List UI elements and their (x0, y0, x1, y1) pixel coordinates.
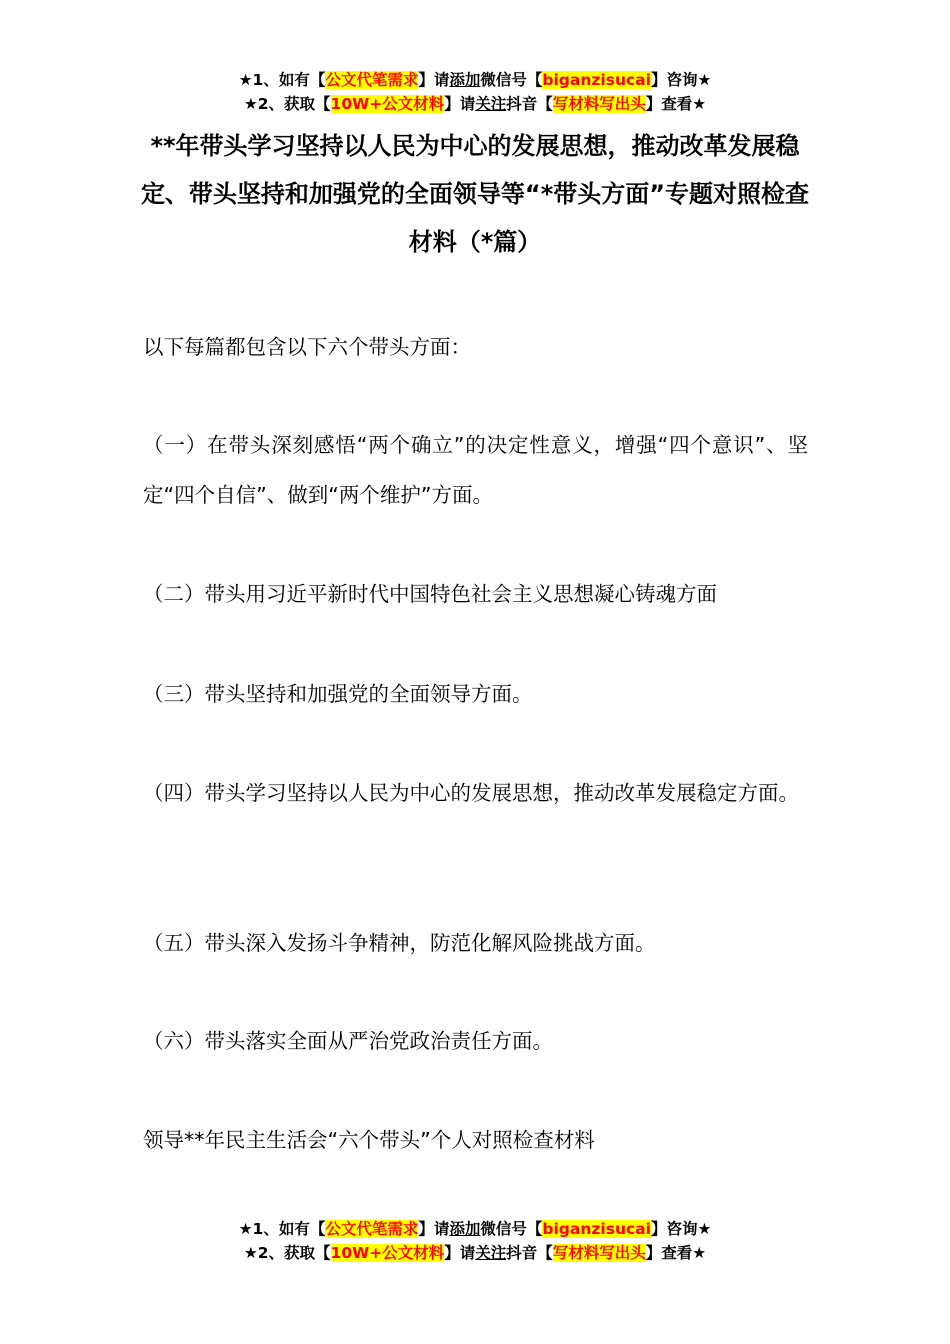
banner-text: ★2、获取【 (243, 95, 331, 113)
banner-line-1 (0, 68, 950, 92)
item-2: （二）带头用习近平新时代中国特色社会主义思想凝心铸魂方面 (143, 582, 717, 606)
banner-text: 抖音【 (506, 95, 553, 113)
bottom-banner (0, 1217, 950, 1265)
tail-paragraph: 领导**年民主生活会“六个带头”个人对照检查材料 (143, 1128, 595, 1152)
banner-text: ★1、如有【 (238, 71, 326, 89)
banner-underline: 添加 (449, 71, 481, 89)
item-5: （五）带头深入发扬斗争精神，防范化解风险挑战方面。 (143, 931, 656, 955)
banner-highlight: 10W+公文材料 (330, 95, 445, 113)
banner-underline: 关注 (475, 95, 507, 113)
banner-underline: 添加 (449, 1220, 481, 1238)
banner-text: 】咨询★ (650, 1220, 712, 1238)
item-1: （一）在带头深刻感悟“两个确立”的决定性意义，增强“四个意识”、坚定“四个自信”、做到“两个维护”方面。 (143, 433, 808, 507)
banner-text: 】查看★ (645, 1244, 707, 1262)
banner-highlight: 写材料写出头 (552, 1244, 646, 1262)
item-4: （四）带头学习坚持以人民为中心的发展思想，推动改革发展稳定方面。 (143, 781, 799, 805)
banner-text: 微信号【 (480, 71, 543, 89)
banner-highlight: 公文代笔需求 (325, 71, 419, 89)
banner-text: 】请 (444, 95, 476, 113)
document-title: **年带头学习坚持以人民为中心的发展思想，推动改革发展稳定、带头坚持和加强党的全面领导等“*带头方面”专题对照检查材料（*篇） (140, 132, 810, 256)
banner-text: 】请 (418, 71, 450, 89)
intro-paragraph: 以下每篇都包含以下六个带头方面： (143, 335, 471, 359)
banner-text: 】请 (444, 1244, 476, 1262)
banner-text: 抖音【 (506, 1244, 553, 1262)
banner-text: ★1、如有【 (238, 1220, 326, 1238)
banner-text: 微信号【 (480, 1220, 543, 1238)
banner-highlight: 公文代笔需求 (325, 1220, 419, 1238)
banner-line-2 (0, 1241, 950, 1265)
banner-highlight: 10W+公文材料 (330, 1244, 445, 1262)
top-banner (0, 68, 950, 116)
banner-text: 】请 (418, 1220, 450, 1238)
banner-line-2 (0, 92, 950, 116)
banner-highlight: 写材料写出头 (552, 95, 646, 113)
item-6: （六）带头落实全面从严治党政治责任方面。 (143, 1029, 553, 1053)
banner-highlight: biganzisucai (542, 71, 651, 89)
item-3: （三）带头坚持和加强党的全面领导方面。 (143, 682, 533, 706)
banner-text: 】咨询★ (650, 71, 712, 89)
banner-text: ★2、获取【 (243, 1244, 331, 1262)
banner-line-1 (0, 1217, 950, 1241)
banner-underline: 关注 (475, 1244, 507, 1262)
banner-highlight: biganzisucai (542, 1220, 651, 1238)
banner-text: 】查看★ (645, 95, 707, 113)
